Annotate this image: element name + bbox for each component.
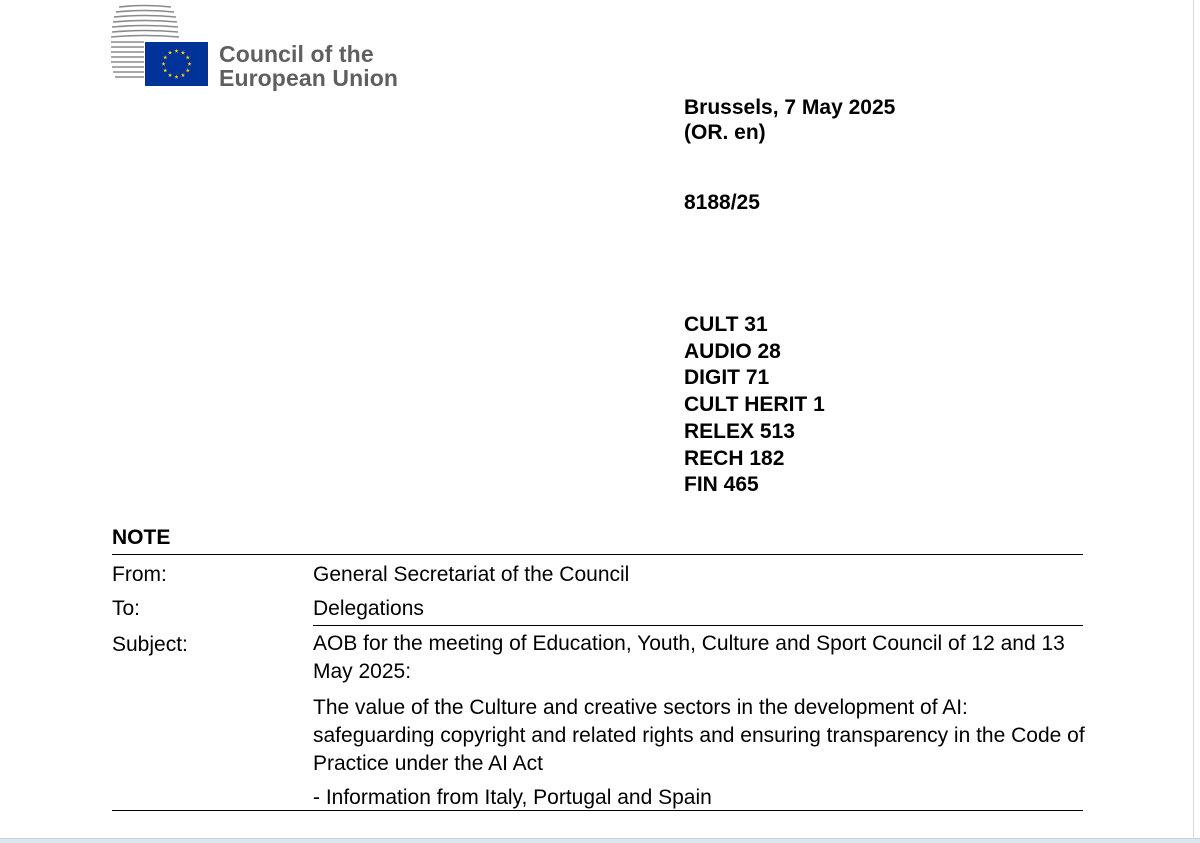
classification-code: CULT 31	[684, 313, 768, 336]
original-language: (OR. en)	[684, 121, 766, 144]
divider	[313, 625, 1083, 626]
classification-codes	[684, 312, 825, 499]
council-logo	[111, 4, 431, 92]
document-number: 8188/25	[684, 191, 760, 214]
viewer-right-border	[1193, 0, 1200, 843]
note-title: NOTE	[112, 526, 171, 549]
from-label: From:	[112, 563, 167, 586]
classification-code: AUDIO 28	[684, 339, 781, 363]
document-date: Brussels, 7 May 2025	[684, 96, 896, 119]
classification-code: FIN 465	[684, 473, 759, 497]
divider	[112, 810, 1083, 811]
to-label: To:	[112, 597, 141, 620]
council-emblem-icon	[111, 4, 211, 92]
subject-label: Subject:	[112, 633, 188, 656]
subject-value	[313, 630, 1088, 812]
council-name-line2: European Union	[219, 65, 399, 91]
from-value: General Secretariat of the Council	[313, 563, 630, 586]
council-name-line1: Council of the	[219, 41, 374, 67]
subject-paragraph: AOB for the meeting of Education, Youth, Culture and Sport Council of 12 and 13 May 2025:	[313, 632, 1065, 683]
document-date-block	[684, 95, 895, 145]
classification-code: RELEX 513	[684, 419, 795, 443]
subject-paragraph: The value of the Culture and creative sectors in the development of AI: safeguarding copyright and related rights and ensuring transparency in the Code of Practice under the AI Act	[313, 696, 1085, 775]
to-value: Delegations	[313, 597, 424, 620]
classification-code: RECH 182	[684, 446, 785, 470]
council-name	[219, 42, 398, 90]
viewer-bottom-border	[0, 838, 1200, 843]
classification-code: CULT HERIT 1	[684, 393, 825, 417]
subject-paragraph: - Information from Italy, Portugal and Spain	[313, 786, 712, 809]
divider	[112, 554, 1083, 555]
classification-code: DIGIT 71	[684, 366, 770, 390]
